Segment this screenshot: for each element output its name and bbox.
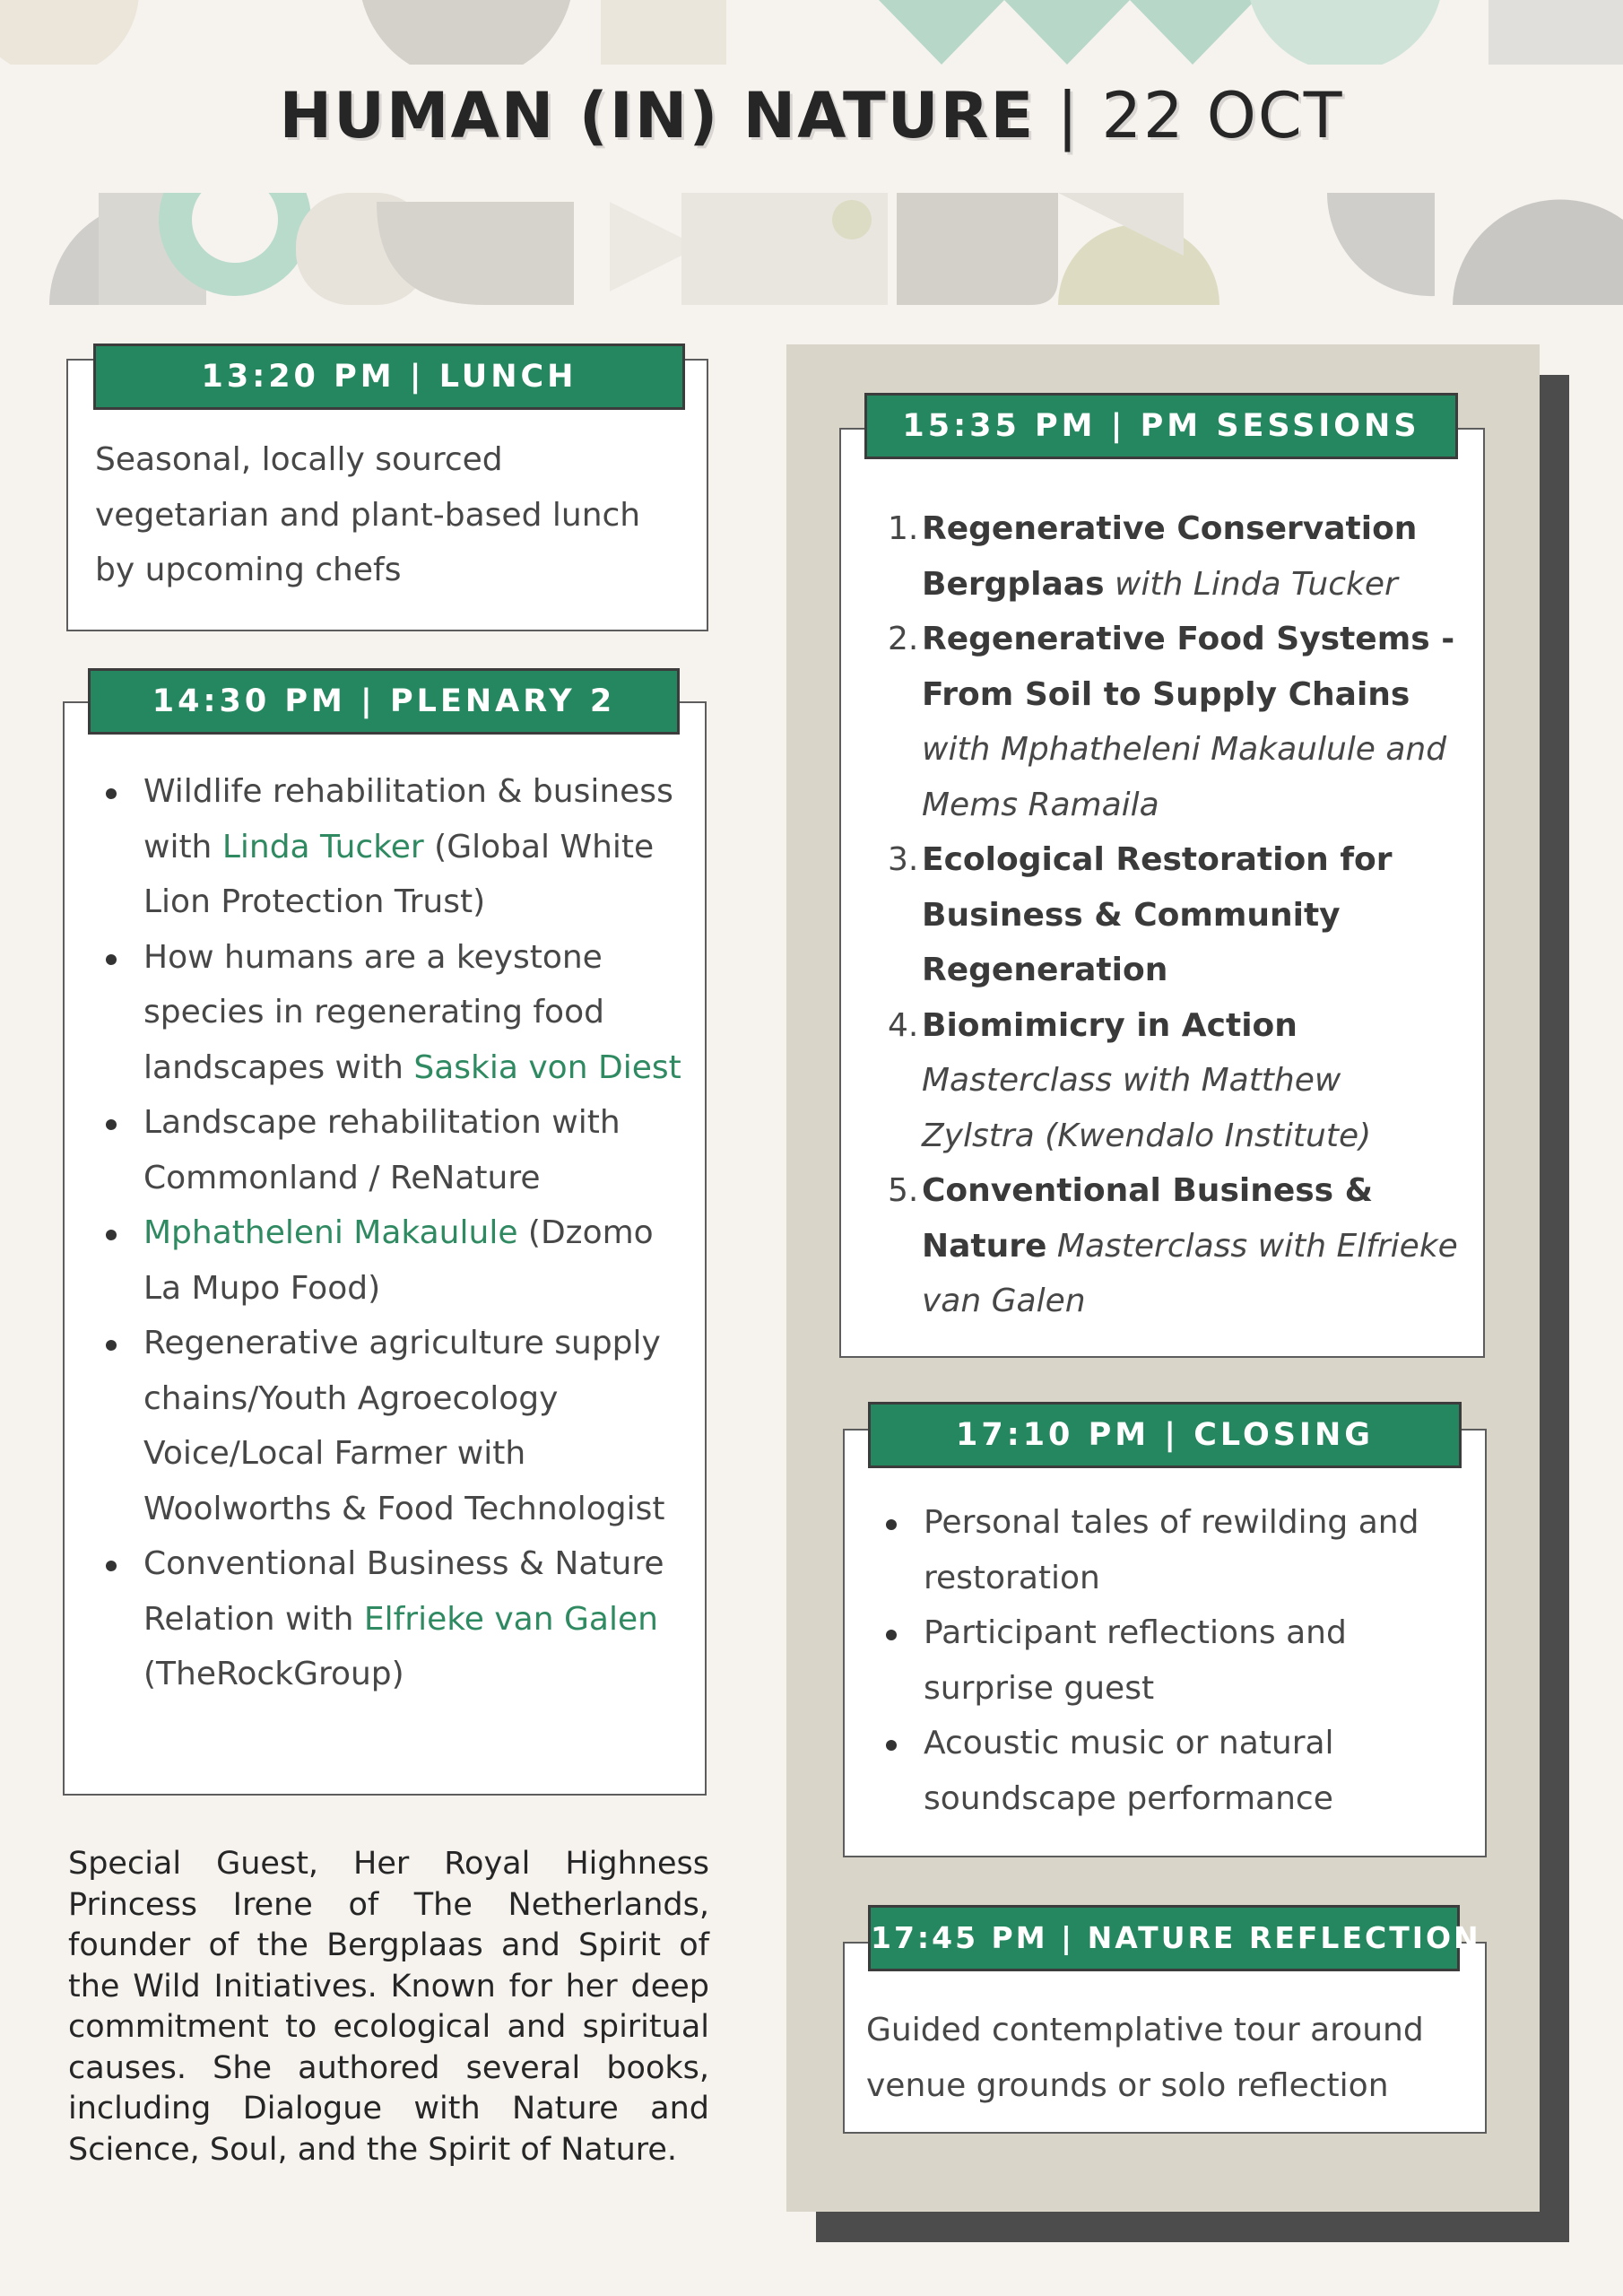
list-item: 5. Conventional Business & Nature Masterclass with Elfrieke van Galen [888, 1172, 1458, 1319]
lunch-description: Seasonal, locally sourced vegetarian and plant-based lunch by upcoming chefs [95, 441, 641, 588]
nature-reflection-description: Guided contemplative tour around venue grounds or solo reflection [866, 2012, 1424, 2104]
decorative-shape-band [0, 193, 1623, 305]
plenary-card [63, 701, 707, 1796]
pm-sessions-header: 15:35 PM | PM SESSIONS [864, 393, 1458, 459]
list-item: Acoustic music or natural soundscape performance [845, 1716, 1463, 1826]
plenary-header: 14:30 PM | PLENARY 2 [88, 668, 680, 735]
lunch-header: 13:20 PM | LUNCH [93, 344, 685, 410]
list-item: Personal tales of rewilding and restoration [845, 1495, 1463, 1605]
closing-card [843, 1429, 1487, 1857]
plenary-list [65, 764, 701, 1702]
decorative-top-band [0, 0, 1623, 65]
speaker-link: Linda Tucker [221, 828, 424, 865]
list-item: 2. Regenerative Food Systems - From Soil to Supply Chains with Mphatheleni Makaulule and Mems Ramaila [888, 621, 1455, 823]
title-main: HUMAN (IN) NATURE [279, 79, 1036, 152]
speaker-link: Mphatheleni Makaulule [143, 1214, 518, 1251]
list-item: Regenerative agriculture supply chains/Youth Agroecology Voice/Local Farmer with Woolworths & Food Technologist [65, 1316, 683, 1536]
closing-list [845, 1495, 1481, 1826]
list-item: Conventional Business & Nature Relation with Elfrieke van Galen (TheRockGroup) [65, 1536, 683, 1702]
pm-sessions-card [839, 428, 1485, 1358]
title-date: 22 OCT [1101, 79, 1344, 152]
title-separator: | [1056, 79, 1081, 152]
pm-sessions-list [841, 501, 1480, 1329]
page-title [0, 79, 1623, 152]
list-item: Landscape rehabilitation with Commonland / ReNature [65, 1095, 683, 1205]
list-item: Mphatheleni Makaulule (Dzomo La Mupo Food) [65, 1205, 683, 1316]
list-item: How humans are a keystone species in regenerating food landscapes with Saskia von Diest [65, 930, 683, 1096]
speaker-link: Saskia von Diest [413, 1048, 681, 1086]
list-item: 4. Biomimicry in Action Masterclass with Matthew Zylstra (Kwendalo Institute) [888, 1006, 1372, 1154]
closing-header: 17:10 PM | CLOSING [868, 1402, 1462, 1468]
list-item: Wildlife rehabilitation & business with Linda Tucker (Global White Lion Protection Trust) [65, 764, 683, 930]
list-item: Participant reflections and surprise guest [845, 1605, 1463, 1716]
speaker-link: Elfrieke van Galen [363, 1600, 658, 1638]
list-item: 1. Regenerative Conservation Bergplaas with Linda Tucker [888, 510, 1418, 603]
special-guest-text: Special Guest, Her Royal Highness Princess Irene of The Netherlands, founder of the Bergplaas and Spirit of the Wild Initiatives. Known for her deep commitment to ecological and spiritual causes. She authored several books, including Dialogue with Nature and Science, Soul, and the Spirit of Nature. [68, 1846, 709, 2168]
list-item: 3. Ecological Restoration for Business & Community Regeneration [888, 841, 1393, 988]
nature-reflection-header: 17:45 PM | NATURE REFLECTION [868, 1905, 1460, 1971]
